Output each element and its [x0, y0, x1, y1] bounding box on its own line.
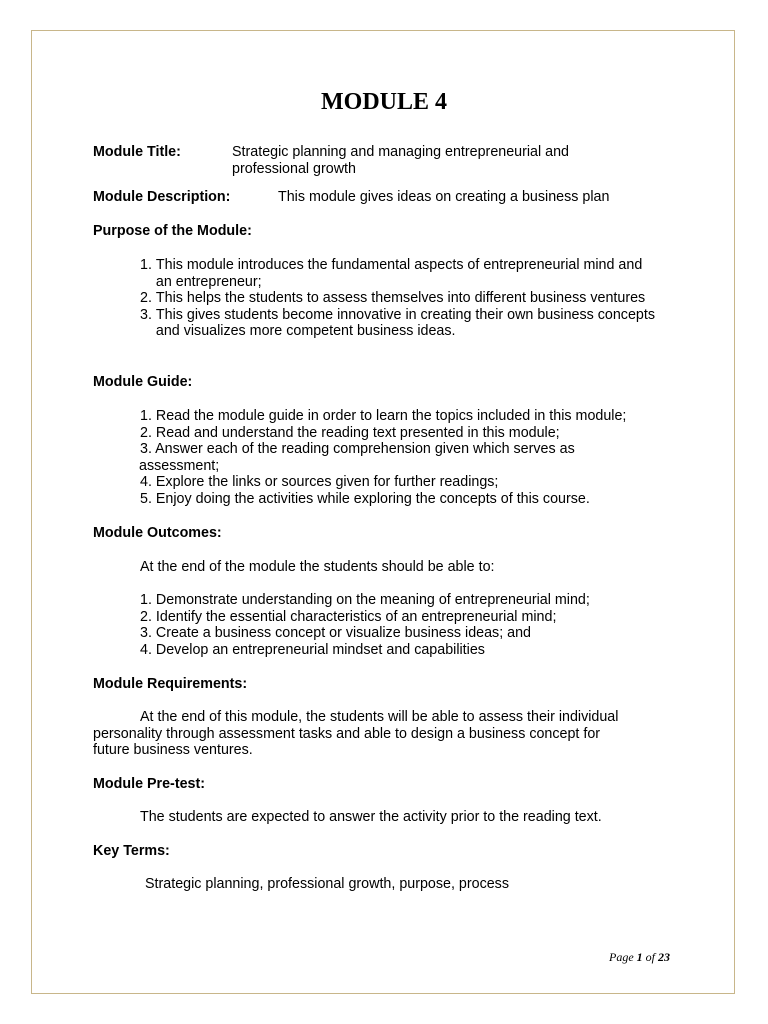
page-number: Page 1 of 23 [609, 950, 670, 964]
list-item: 3. Answer each of the reading comprehension given which serves as [140, 441, 575, 458]
module-title-label: Module Title: [93, 144, 181, 160]
list-item: assessment; [139, 457, 220, 474]
list-item: 4. Explore the links or sources given for further readings; [140, 474, 499, 491]
module-title-section [93, 144, 693, 177]
list-item: 3. Create a business concept or visualize business ideas; and [140, 625, 532, 642]
list-item: 2. This helps the students to assess themselves into different business ventures [140, 290, 646, 307]
purpose-list [140, 257, 660, 340]
module-description-value: This module gives ideas on creating a business plan [278, 189, 610, 205]
outcomes-intro: At the end of the module the students should be able to: [140, 559, 495, 575]
list-item: 1. This module introduces the fundamental aspects of entrepreneurial mind and an entrepreneur; [140, 257, 643, 290]
guide-heading: Module Guide: [93, 374, 193, 390]
requirements-text: At the end of this module, the students will be able to assess their individual personality through assessment tasks and able to design a business concept for future business ventures. [93, 709, 619, 759]
outcomes-heading: Module Outcomes: [93, 525, 222, 541]
page-title: MODULE 4 [321, 89, 447, 115]
module-title-value: Strategic planning and managing entrepreneurial and professional growth [232, 144, 570, 177]
guide-list [140, 408, 700, 508]
key-terms-text: Strategic planning, professional growth, purpose, process [145, 876, 509, 892]
key-terms-heading: Key Terms: [93, 843, 170, 859]
module-description-section [93, 189, 693, 206]
list-item: 2. Identify the essential characteristics of an entrepreneurial mind; [140, 608, 557, 625]
list-item: 4. Develop an entrepreneurial mindset and capabilities [140, 641, 485, 658]
list-item: 3. This gives students become innovative in creating their own business concepts and visualizes more competent business ideas. [140, 306, 655, 340]
pretest-text: The students are expected to answer the activity prior to the reading text. [140, 809, 602, 825]
requirements-heading: Module Requirements: [93, 676, 248, 692]
outcomes-list [140, 592, 680, 658]
pretest-heading: Module Pre-test: [93, 776, 206, 792]
module-description-label: Module Description: [93, 189, 231, 205]
list-item: 5. Enjoy doing the activities while exploring the concepts of this course. [140, 490, 590, 507]
purpose-heading: Purpose of the Module: [93, 223, 252, 239]
list-item: 2. Read and understand the reading text presented in this module; [140, 424, 560, 441]
list-item: 1. Demonstrate understanding on the meaning of entrepreneurial mind; [140, 592, 590, 608]
list-item: 1. Read the module guide in order to learn the topics included in this module; [140, 408, 627, 424]
